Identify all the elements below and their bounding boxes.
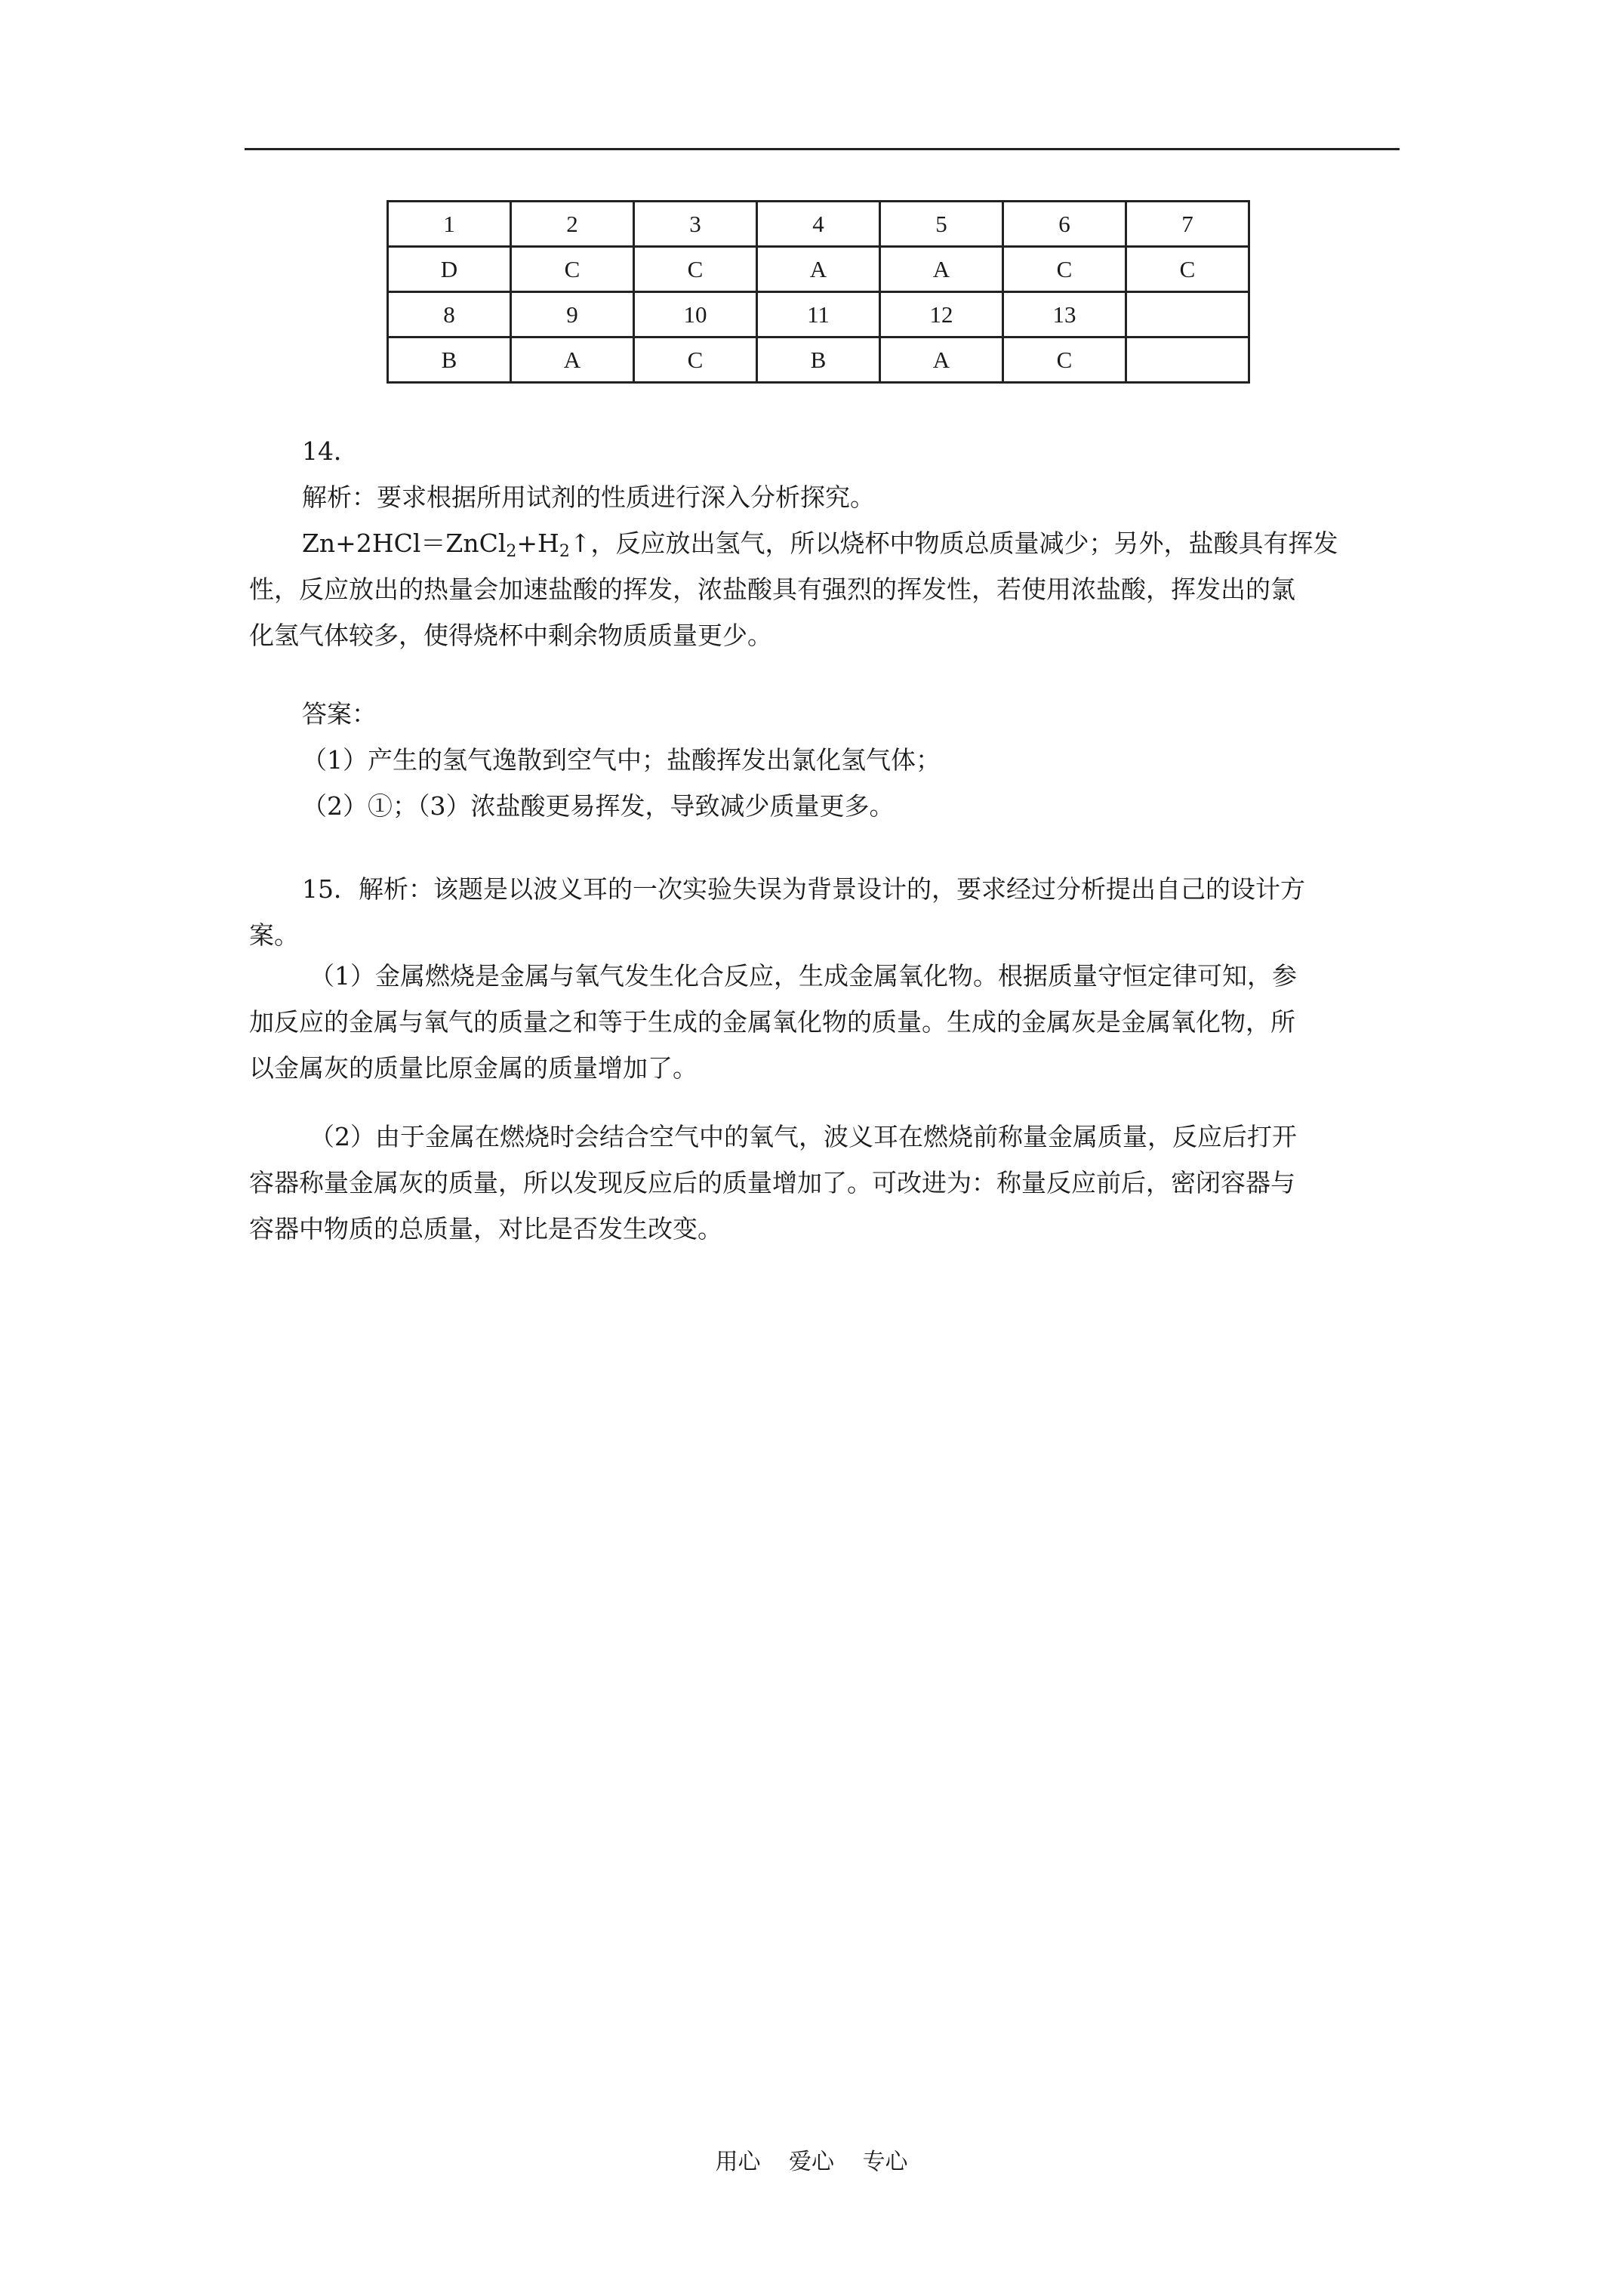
table-cell: 5 (880, 202, 1003, 247)
question-14-section (249, 428, 1397, 658)
table-cell: 4 (757, 202, 880, 247)
table-cell: A (880, 337, 1003, 383)
table-cell: 10 (634, 292, 757, 337)
equation-mid: +H (516, 529, 559, 558)
part-1-line-1: （1）金属燃烧是金属与氧气发生化合反应，生成金属氧化物。根据质量守恒定律可知，参 (310, 961, 1297, 991)
table-cell: 9 (511, 292, 634, 337)
equation-subscript-2: 2 (559, 542, 570, 561)
table-cell: C (511, 247, 634, 292)
table-cell: C (634, 247, 757, 292)
part-2-line-3: 容器中物质的总质量，对比是否发生改变。 (249, 1214, 722, 1244)
question-14-line-2: 性，反应放出的热量会加速盐酸的挥发，浓盐酸具有强烈的挥发性，若使用浓盐酸，挥发出的氯 (249, 575, 1295, 604)
table-cell: 2 (511, 202, 634, 247)
part-2-line-1: （2）由于金属在燃烧时会结合空气中的氧气，波义耳在燃烧前称量金属质量，反应后打开 (310, 1122, 1297, 1151)
page-footer: 用心 爱心 专心 (715, 2149, 908, 2175)
table-cell: 8 (388, 292, 511, 337)
table-cell: 3 (634, 202, 757, 247)
table-cell: C (1003, 337, 1126, 383)
equation-suffix: ↑，反应放出氢气，所以烧杯中物质总质量减少；另外，盐酸具有挥发 (569, 529, 1338, 558)
question-14-line-3: 化氢气体较多，使得烧杯中剩余物质质量更少。 (249, 621, 772, 650)
answer-label: 答案： (302, 699, 377, 729)
equation-subscript-1: 2 (506, 542, 517, 561)
equation-prefix: Zn+2HCl＝ZnCl (302, 529, 507, 558)
table-cell (1126, 292, 1249, 337)
answer-2: （2）①；（3）浓盐酸更易挥发，导致减少质量更多。 (302, 791, 895, 821)
table-row (388, 247, 1249, 292)
table-cell: C (634, 337, 757, 383)
question-15-line-1: 15．解析：该题是以波义耳的一次实验失误为背景设计的，要求经过分析提出自己的设计方 (302, 874, 1305, 904)
table-cell: D (388, 247, 511, 292)
question-14-answer-section (249, 691, 1397, 829)
header-rule (245, 148, 1400, 150)
table-cell: 6 (1003, 202, 1126, 247)
table-row (388, 202, 1249, 247)
table-cell: 12 (880, 292, 1003, 337)
table-cell: C (1003, 247, 1126, 292)
part-1-line-3: 以金属灰的质量比原金属的质量增加了。 (249, 1053, 698, 1083)
question-15-intro (249, 866, 1397, 958)
table-cell: B (757, 337, 880, 383)
table-row (388, 337, 1249, 383)
part-2-line-2: 容器称量金属灰的质量，所以发现反应后的质量增加了。可改进为：称量反应前后，密闭容器与 (249, 1168, 1295, 1197)
table-cell: 7 (1126, 202, 1249, 247)
answer-1: （1）产生的氢气逸散到空气中；盐酸挥发出氯化氢气体； (302, 745, 941, 775)
question-14-equation-line (249, 520, 1397, 566)
question-14-analysis: 解析：要求根据所用试剂的性质进行深入分析探究。 (302, 482, 875, 512)
table-cell (1126, 337, 1249, 383)
answer-table (387, 200, 1250, 384)
table-cell: 13 (1003, 292, 1126, 337)
table-cell: A (757, 247, 880, 292)
question-15-part-1 (249, 953, 1397, 1091)
table-cell: 1 (388, 202, 511, 247)
question-15-part-2 (249, 1114, 1397, 1252)
table-cell: A (511, 337, 634, 383)
table-cell: C (1126, 247, 1249, 292)
answer-table-body (388, 202, 1249, 383)
table-cell: A (880, 247, 1003, 292)
table-cell: B (388, 337, 511, 383)
question-15-line-2: 案。 (249, 920, 299, 950)
part-1-line-2: 加反应的金属与氧气的质量之和等于生成的金属氧化物的质量。生成的金属灰是金属氧化物，所 (249, 1007, 1295, 1037)
table-cell: 11 (757, 292, 880, 337)
question-14-number: 14． (302, 436, 359, 466)
table-row (388, 292, 1249, 337)
